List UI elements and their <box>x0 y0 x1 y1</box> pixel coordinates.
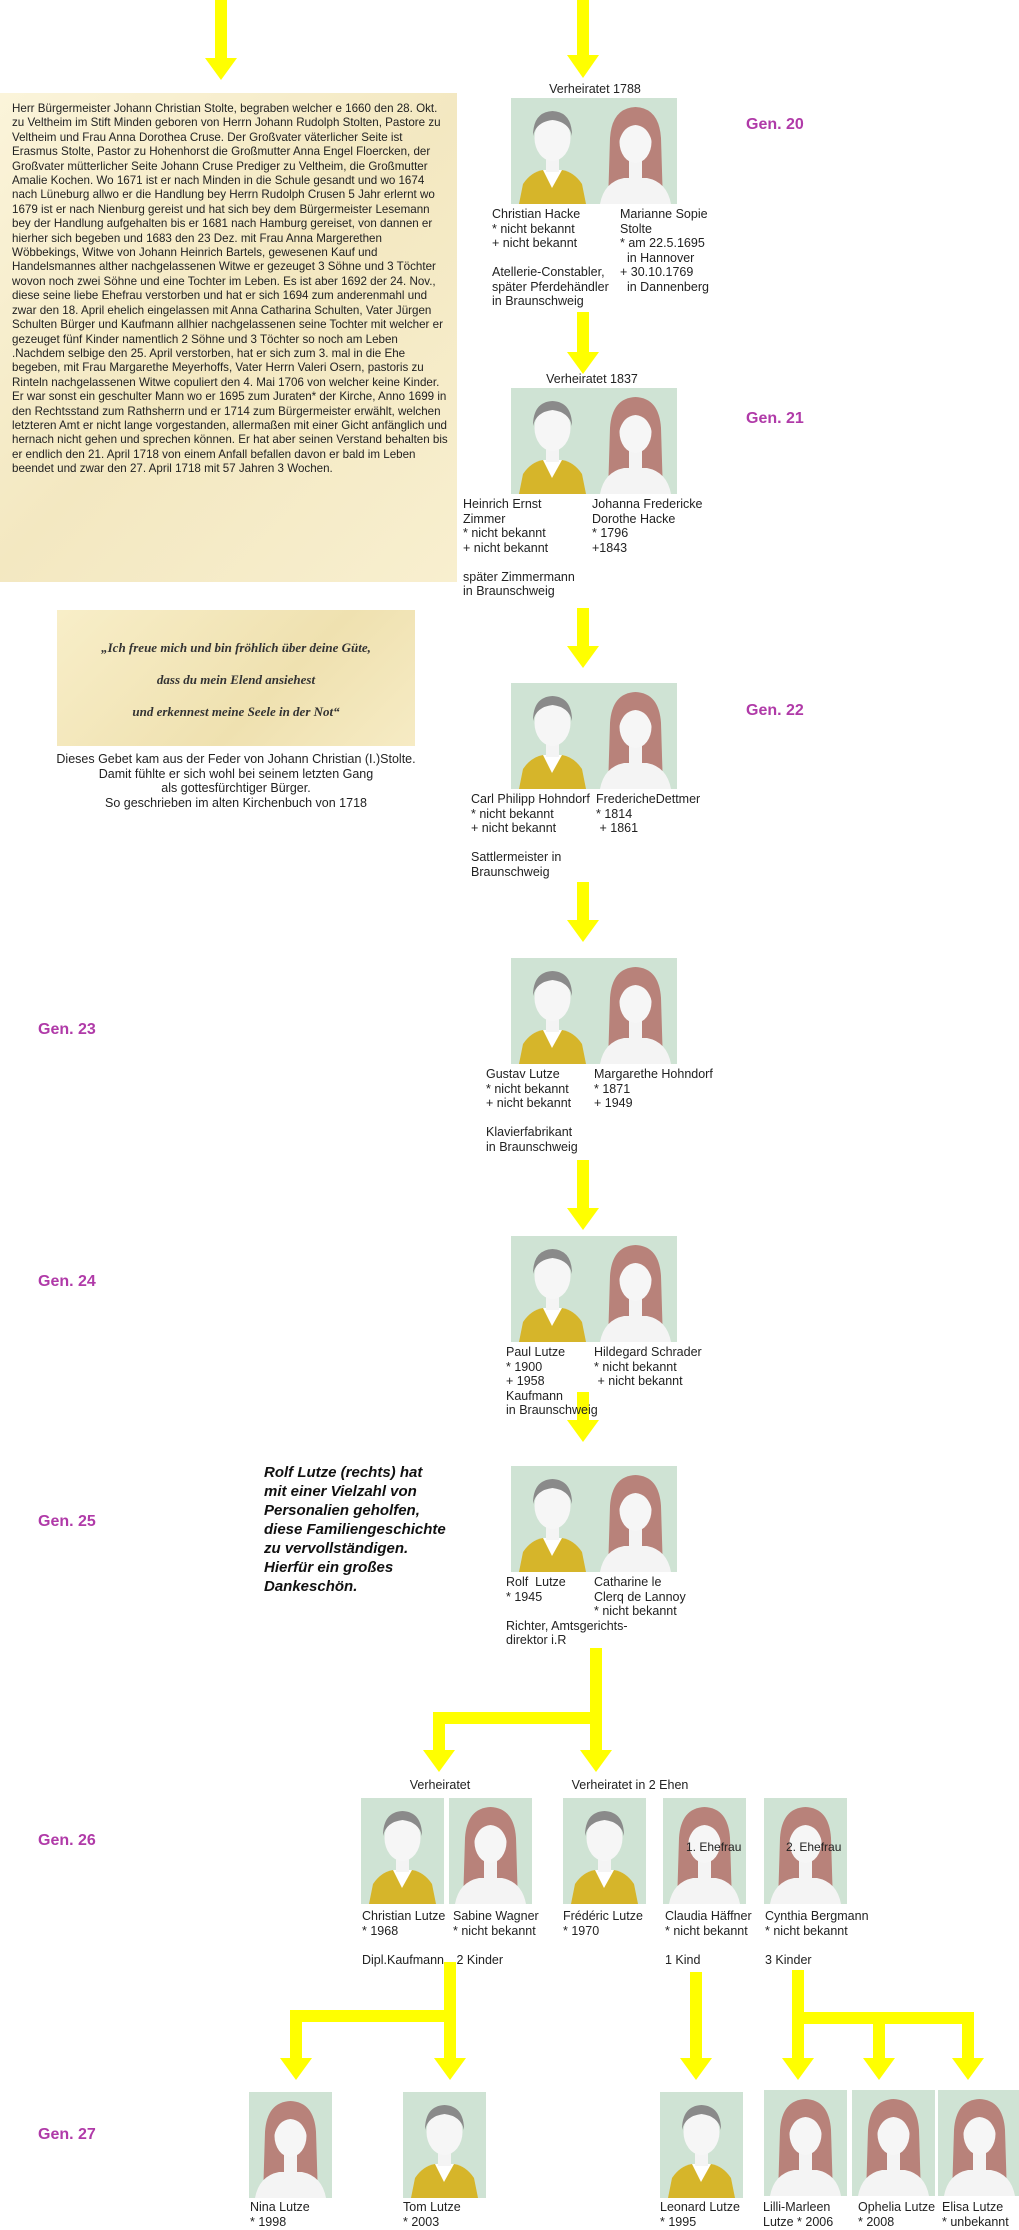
person-lilli-marleen-lutze: Lilli-Marleen Lutze * 2006 <box>763 2200 834 2229</box>
person-ophelia-lutze: Ophelia Lutze * 2008 <box>858 2200 936 2229</box>
male-portrait-icon <box>361 1798 444 1904</box>
prayer-box <box>57 610 415 746</box>
person-sabine-wagner: Sabine Wagner * nicht bekannt 2 Kinder <box>453 1909 539 1967</box>
person-heinrich-zimmer: Heinrich Ernst Zimmer * nicht bekannt + nicht bekannt später Zimmermann in Braunschweig <box>463 497 575 598</box>
generation-label-27: Gen. 27 <box>38 2126 96 2143</box>
female-portrait-icon <box>938 2090 1019 2196</box>
male-portrait-icon <box>403 2092 486 2198</box>
person-christian-lutze: Christian Lutze * 1968 Dipl.Kaufmann <box>362 1909 446 1967</box>
prayer-line-1: „Ich freue mich und bin fröhlich über deine Güte, <box>101 640 371 655</box>
male-portrait-icon <box>511 1466 594 1572</box>
person-nina-lutze: Nina Lutze * 1998 <box>250 2200 310 2229</box>
person-tom-lutze: Tom Lutze * 2003 <box>403 2200 461 2229</box>
biography-text: Herr Bürgermeister Johann Christian Stolte, begraben welcher e 1660 den 28. Okt. zu Veltheim im Stift Minden geboren von Herrn Johann Rudolph Stolten, Pastore zu Veltheim und Frau Anna Dorothea Cruse. Der Großvater väterlicher Seite ist Erasmus Stolte, Pastor zu Hohenhorst die Großmutter Anna Engel Floercken, der Großvater mütterlicher Seite Johann Cruse Prediger zu Veltheim, die Großmutter Amalie Kochen. Wo 1671 ist er nach Minden in die Schule gesandt und wo 1674 nach Lüneburg allwo er die Handlung bey Herrn Rudolph Crusen 5 Jahr erlernt wo 1679 ist er nach Nienburg gereist und hat sich bey dem Bürgermeister Lesemann bey der Handlung aufgehalten bis er 1681 nach Hamburg gereiset, von dannen er hierher sich begeben und 1683 den 23 Dez. mit Frau Anna Margerethen Wöbbekings, Witwe von Johann Heinrich Bartels, gewesenen Kauf und Handelsmannes alther nachgelassenen Witwe er gezeuget 3 Söhne und 3 Töchter wovon noch zwei Söhne und eine Tochter im Leben. Es ist aber 1692 der 24. Nov., diese seine liebe Ehefrau verstorben und hat er sich 1694 zum anderenmahl und zwar den 18. April ehelich eingelassen mit Anna Catharina Schulten, Vater Jürgen Schulten Bürger und Kaufmann allhier nachgelassenen seine Tochter mit welcher er gezeuget fünf Kinder namentlich 2 Söhne und 3 Töchter so noch am Leben .Nachdem selbige den 25. April verstorben, hat er sich zum 3. mal in die Ehe begeben, mit Frau Margarethe Meyerhoffs, Vater Herrn Valeri Osern, pastoris zu Rinteln nachgelassenen Witwe copuliert den 4. Mai 1706 von welcher keine Kinder. Er war sonst ein geschulter Mann wo er 1695 zum Juraten* der Kirche, Anno 1699 in den Rechtsstand zum Rathsherrn und er 1714 zum Bürgermeister erwählt, welchen letzteren Amt er nicht lange vorgestanden, allermaßen mit einer Gicht anfänglich und hernach nicht gehen und sprechen können. Er hat aber seinen Verstand behalten bis er endlich den 21. April 1718 von einem Anfall befallen davon er bald im Leben beendet und zwar den 27. April 1718 mit 57 Jahren 3 Wochen. <box>0 93 457 582</box>
wife-tag-1: 1. Ehefrau <box>686 1840 742 1854</box>
male-portrait-icon <box>660 2092 743 2198</box>
person-fredericke-dettmer: FredericheDettmer * 1814 + 1861 <box>596 792 701 835</box>
generation-label-20: Gen. 20 <box>746 116 804 133</box>
person-hildegard-schrader: Hildegard Schrader * nicht bekannt + nicht bekannt <box>594 1345 702 1388</box>
generation-label-25: Gen. 25 <box>38 1513 96 1530</box>
person-carl-hohndorf: Carl Philipp Hohndorf * nicht bekannt + nicht bekannt Sattlermeister in Braunschweig <box>471 792 590 879</box>
married-label-gen26-left: Verheiratet <box>409 1778 471 1792</box>
male-portrait-icon <box>511 1236 594 1342</box>
generation-label-24: Gen. 24 <box>38 1273 96 1290</box>
thanks-note: Rolf Lutze (rechts) hat mit einer Vielzahl von Personalien geholfen, diese Familiengeschichte zu vervollständigen. Hierfür ein großes Dankeschön. <box>264 1464 446 1595</box>
person-marianne-stolte: Marianne Sopie Stolte * am 22.5.1695 in Hannover + 30.10.1769 in Dannenberg <box>620 207 709 294</box>
person-frederic-lutze: Frédéric Lutze * 1970 <box>563 1909 643 1938</box>
male-portrait-icon <box>511 958 594 1064</box>
person-catharine-le-clerq: Catharine le Clerq de Lannoy * nicht bekannt <box>594 1575 686 1618</box>
married-label-gen26-right: Verheiratet in 2 Ehen <box>571 1778 689 1792</box>
person-gustav-lutze: Gustav Lutze * nicht bekannt + nicht bekannt Klavierfabrikant in Braunschweig <box>486 1067 578 1154</box>
generation-label-26: Gen. 26 <box>38 1832 96 1849</box>
generation-label-23: Gen. 23 <box>38 1021 96 1038</box>
female-portrait-icon <box>249 2092 332 2198</box>
prayer-note: Dieses Gebet kam aus der Feder von Johann Christian (I.)Stolte. Damit fühlte er sich wohl bei seinem letzten Gang als gottesfürchtiger Bürger. So geschrieben im alten Kirchenbuch von 1718 <box>56 752 416 810</box>
female-portrait-icon <box>594 1236 677 1342</box>
person-margarethe-hohndorf: Margarethe Hohndorf * 1871 + 1949 <box>594 1067 713 1110</box>
male-portrait-icon <box>511 388 594 494</box>
person-christian-hacke: Christian Hacke * nicht bekannt + nicht bekannt Atellerie-Constabler, später Pferdehändler in Braunschweig <box>492 207 609 308</box>
wife-tag-2: 2. Ehefrau <box>786 1840 842 1854</box>
male-portrait-icon <box>563 1798 646 1904</box>
male-portrait-icon <box>511 683 594 789</box>
female-portrait-icon <box>594 98 677 204</box>
person-leonard-lutze: Leonard Lutze * 1995 <box>660 2200 740 2229</box>
prayer-line-2: dass du mein Elend ansiehest <box>156 672 316 687</box>
person-elisa-lutze: Elisa Lutze * unbekannt <box>942 2200 1009 2229</box>
female-portrait-icon <box>852 2090 935 2196</box>
female-portrait-icon <box>764 2090 847 2196</box>
person-johanna-hacke: Johanna Fredericke Dorothe Hacke * 1796 +1843 <box>592 497 703 555</box>
female-portrait-icon <box>449 1798 532 1904</box>
generation-label-21: Gen. 21 <box>746 410 804 427</box>
female-portrait-icon <box>594 683 677 789</box>
person-claudia-haeffner: Claudia Häffner * nicht bekannt 1 Kind <box>665 1909 752 1967</box>
female-portrait-icon <box>594 388 677 494</box>
person-cynthia-bergmann: Cynthia Bergmann * nicht bekannt 3 Kinder <box>765 1909 869 1967</box>
prayer-line-3: und erkennest meine Seele in der Not“ <box>132 704 340 719</box>
generation-label-22: Gen. 22 <box>746 702 804 719</box>
married-label-gen20: Verheiratet 1788 <box>549 82 641 96</box>
married-label-gen21: Verheiratet 1837 <box>546 372 638 386</box>
person-paul-lutze: Paul Lutze * 1900 + 1958 Kaufmann in Braunschweig <box>506 1345 598 1417</box>
person-rolf-lutze: Rolf Lutze * 1945 Richter, Amtsgerichts- direktor i.R <box>506 1575 628 1647</box>
female-portrait-icon <box>594 958 677 1064</box>
male-portrait-icon <box>511 98 594 204</box>
female-portrait-icon <box>594 1466 677 1572</box>
